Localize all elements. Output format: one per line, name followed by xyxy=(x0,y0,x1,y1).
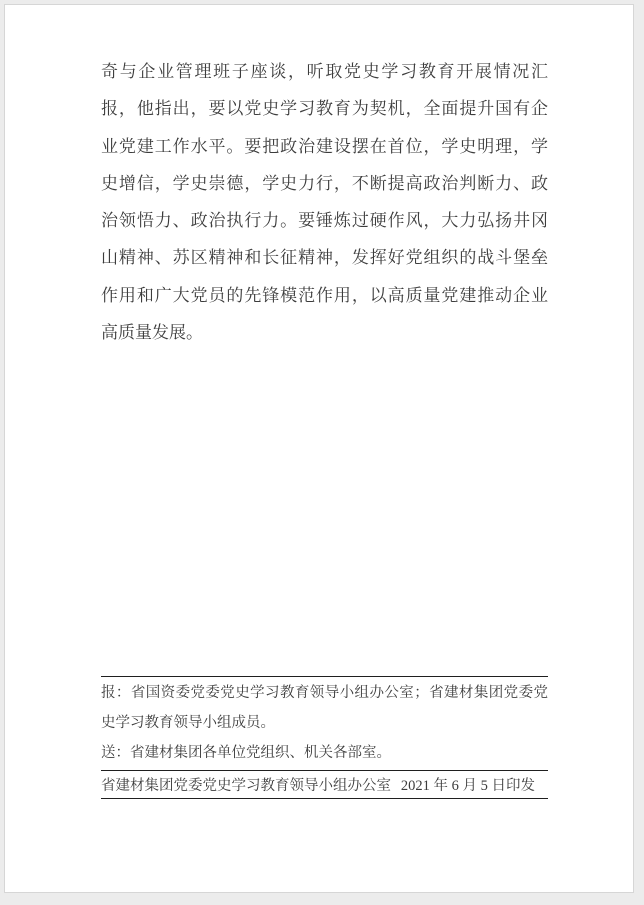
body-line: 业党建工作水平。要把政治建设摆在首位，学史明理，学 xyxy=(101,136,548,156)
send-to-line: 送：省建材集团各单位党组织、机关各部室。 xyxy=(101,745,391,761)
body-line: 高质量发展。 xyxy=(101,323,203,343)
print-date: 2021 年 6 月 5 日印发 xyxy=(400,778,535,794)
body-line: 奇与企业管理班子座谈，听取党史学习教育开展情况汇 xyxy=(101,62,548,81)
print-info-line xyxy=(101,771,548,798)
body-line: 作用和广大党员的先锋模范作用，以高质量党建推动企业 xyxy=(101,285,548,305)
body-line: 治领悟力、政治执行力。要锤炼过硬作风，大力弘扬井冈 xyxy=(101,211,548,231)
report-to-line: 报：省国资委党委党史学习教育领导小组办公室；省建材集团党委党 xyxy=(101,685,548,701)
body-line: 山精神、苏区精神和长征精神，发挥好党组织的战斗堡垒 xyxy=(101,248,548,268)
report-to-line: 史学习教育领导小组成员。 xyxy=(101,715,275,731)
body-line: 报，他指出，要以党史学习教育为契机，全面提升国有企 xyxy=(101,99,548,119)
issuing-office: 省建材集团党委党史学习教育领导小组办公室 xyxy=(101,778,391,794)
bottom-rule xyxy=(101,798,548,799)
body-paragraph xyxy=(101,53,548,351)
body-line: 史增信，学史崇德，学史力行，不断提高政治判断力、政 xyxy=(101,173,548,193)
document-version-block xyxy=(101,676,548,799)
document-page xyxy=(4,4,634,893)
